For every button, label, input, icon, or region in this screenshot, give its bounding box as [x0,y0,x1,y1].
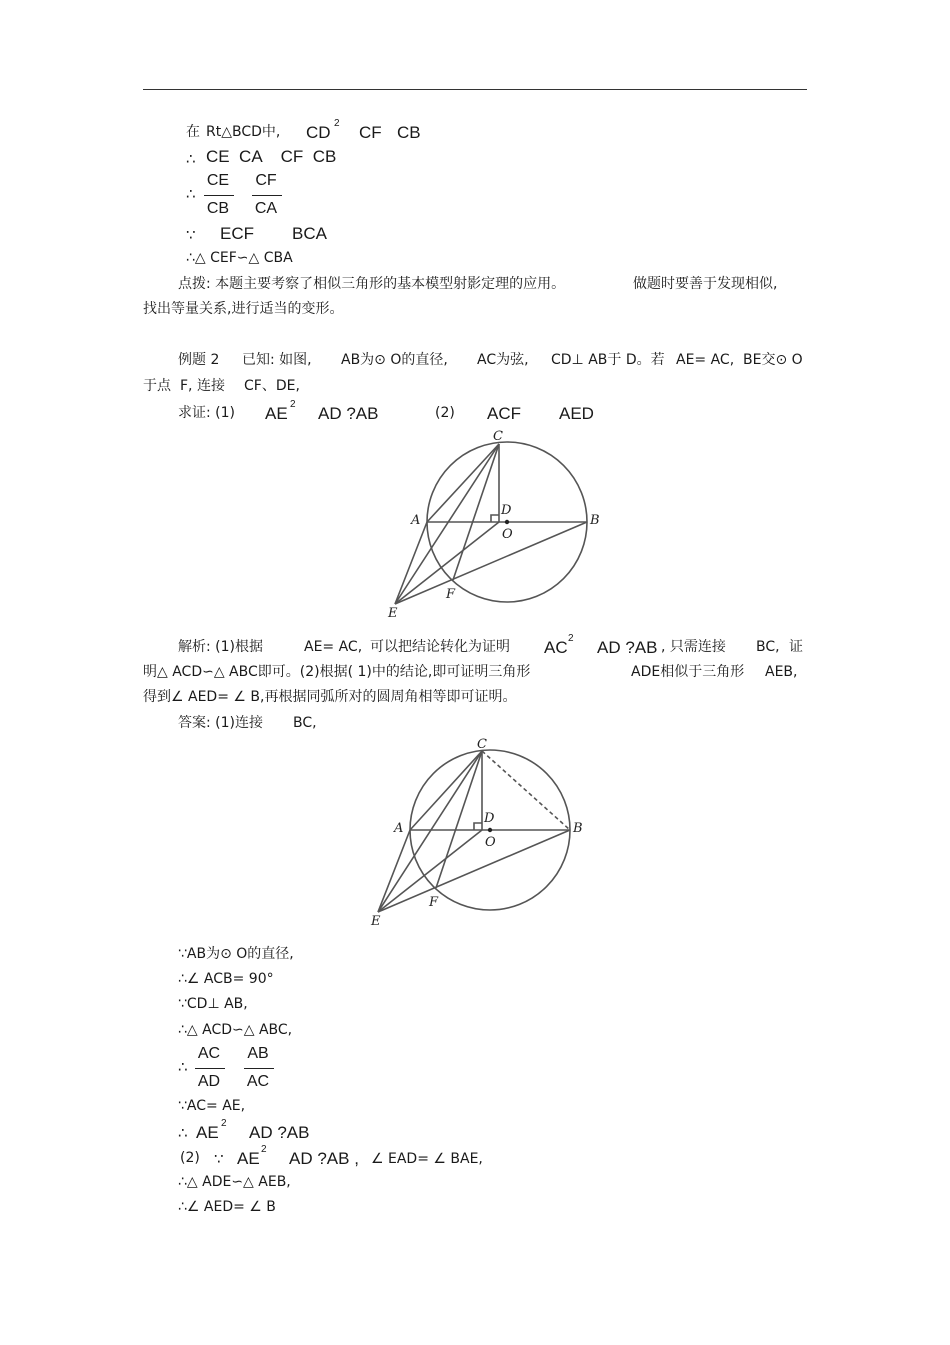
label-a: A [411,513,421,528]
math-angle-bca: BCA [292,224,327,243]
fraction-denominator: CA [254,200,278,217]
analysis-text: 解析: (1)根据 [178,639,263,655]
proof-line: ∴△ ADE∽△ AEB, [178,1174,291,1190]
fraction-numerator: AC [197,1045,221,1062]
fraction-numerator: AB [247,1045,269,1062]
proof-line: ∴∠ AED= ∠ B [178,1199,276,1215]
fraction-denominator: CB [206,200,230,217]
because-symbol: ∵ [186,226,196,244]
label-a: A [394,821,404,836]
example-text: AE= AC, [676,352,735,368]
text-zai: 在 [186,124,200,140]
math-ae: AE [237,1149,260,1168]
segment-bc-dashed [482,751,570,830]
answer-label: 答案: (1)连接 [178,715,263,731]
analysis-text: AEB, [765,664,798,680]
fraction-bar [244,1068,274,1069]
example-text: AC为弦, [477,352,529,368]
similar-conclusion: ∴△ CEF∽△ CBA [186,250,293,266]
center-point [505,520,509,524]
right-angle-mark [474,823,482,830]
therefore-symbol: ∴ [186,185,196,203]
fraction-numerator: CF [255,172,277,189]
math-superscript: 2 [334,118,340,129]
math-ac: AC [544,638,568,657]
math-ad-ab: AD ?AB , [289,1149,359,1168]
label-o: O [485,835,496,850]
analysis-text: AE= AC, [304,639,363,655]
text-rt-triangle: Rt△BCD中, [206,124,281,140]
proof-line: (2) [180,1150,200,1166]
analysis-text: 可以把结论转化为证明 [370,639,510,655]
math-ad-ab: AD ?AB [597,638,658,657]
analysis-text: ADE相似于三角形 [631,664,745,680]
math-angle-aed: AED [559,404,594,423]
label-f: F [429,895,439,910]
label-c: C [477,737,487,752]
tip-text: 找出等量关系,进行适当的变形。 [143,301,344,317]
example-title: 例题 2 [178,352,220,368]
label-f: F [446,587,456,602]
proof-line: ∵AB为⊙ O的直径, [178,946,294,962]
math-ae: AE [196,1123,219,1142]
math-product-equation: CE CA CF CB [206,147,337,166]
fraction-denominator: AC [246,1073,270,1090]
math-superscript: 2 [261,1144,267,1155]
proof-line: ∴∠ ACB= 90° [178,971,274,987]
math-cb: CB [397,123,421,142]
label-d: D [501,503,512,518]
label-e: E [388,606,398,621]
label-o: O [502,527,513,542]
label-d: D [484,811,495,826]
right-angle-mark [491,515,499,522]
proof-line: ∵CD⊥ AB, [178,996,248,1012]
math-cf: CF [359,123,382,142]
segment-be [378,830,570,912]
analysis-text: , 只需连接 [661,639,726,655]
example-text: 已知: 如图, [242,352,312,368]
analysis-text: BC, [756,639,780,655]
example-text: F, 连接 [180,378,225,394]
therefore-symbol: ∴ [178,1058,188,1076]
proof-line: ∵AC= AE, [178,1098,246,1114]
analysis-text: 得到∠ AED= ∠ B,再根据同弧所对的圆周角相等即可证明。 [143,689,517,705]
math-ad-ab: AD ?AB [249,1123,310,1142]
therefore-symbol: ∴ [186,150,196,168]
proof-line: ∠ EAD= ∠ BAE, [371,1151,483,1167]
label-e: E [371,914,381,929]
label-c: C [493,429,503,444]
example-text: BE交⊙ O [743,352,803,368]
because-symbol: ∵ [214,1150,224,1168]
math-superscript: 2 [568,633,574,644]
segment-cf [436,751,482,888]
math-angle-ecf: ECF [220,224,254,243]
prove-label: (2) [435,405,455,421]
segment-cf [453,444,499,580]
label-b: B [573,821,583,836]
tip-text: 做题时要善于发现相似, [633,276,778,292]
tip-text: 点拨: 本题主要考察了相似三角形的基本模型射影定理的应用。 [178,276,566,292]
segment-be [395,522,587,604]
math-angle-acf: ACF [487,404,521,423]
fraction-bar [195,1068,225,1069]
prove-label: 求证: (1) [178,405,235,421]
answer-text: BC, [293,715,317,731]
math-superscript: 2 [290,399,296,410]
example-text: CD⊥ AB于 D。若 [551,352,665,368]
analysis-text: 明△ ACD∽△ ABC即可。(2)根据( 1)中的结论,即可证明三角形 [143,664,531,680]
label-b: B [590,513,600,528]
therefore-symbol: ∴ [178,1124,188,1142]
proof-line: ∴△ ACD∽△ ABC, [178,1022,293,1038]
example-text: AB为⊙ O的直径, [341,352,448,368]
fraction-denominator: AD [197,1073,221,1090]
fraction-numerator: CE [206,172,230,189]
math-ae: AE [265,404,288,423]
math-superscript: 2 [221,1118,227,1129]
example-text: CF、DE, [244,378,300,394]
math-ad-ab: AD ?AB [318,404,379,423]
analysis-text: 证 [789,639,803,655]
center-point [488,828,492,832]
example-text: 于点 [143,378,171,394]
math-cd: CD [306,123,331,142]
